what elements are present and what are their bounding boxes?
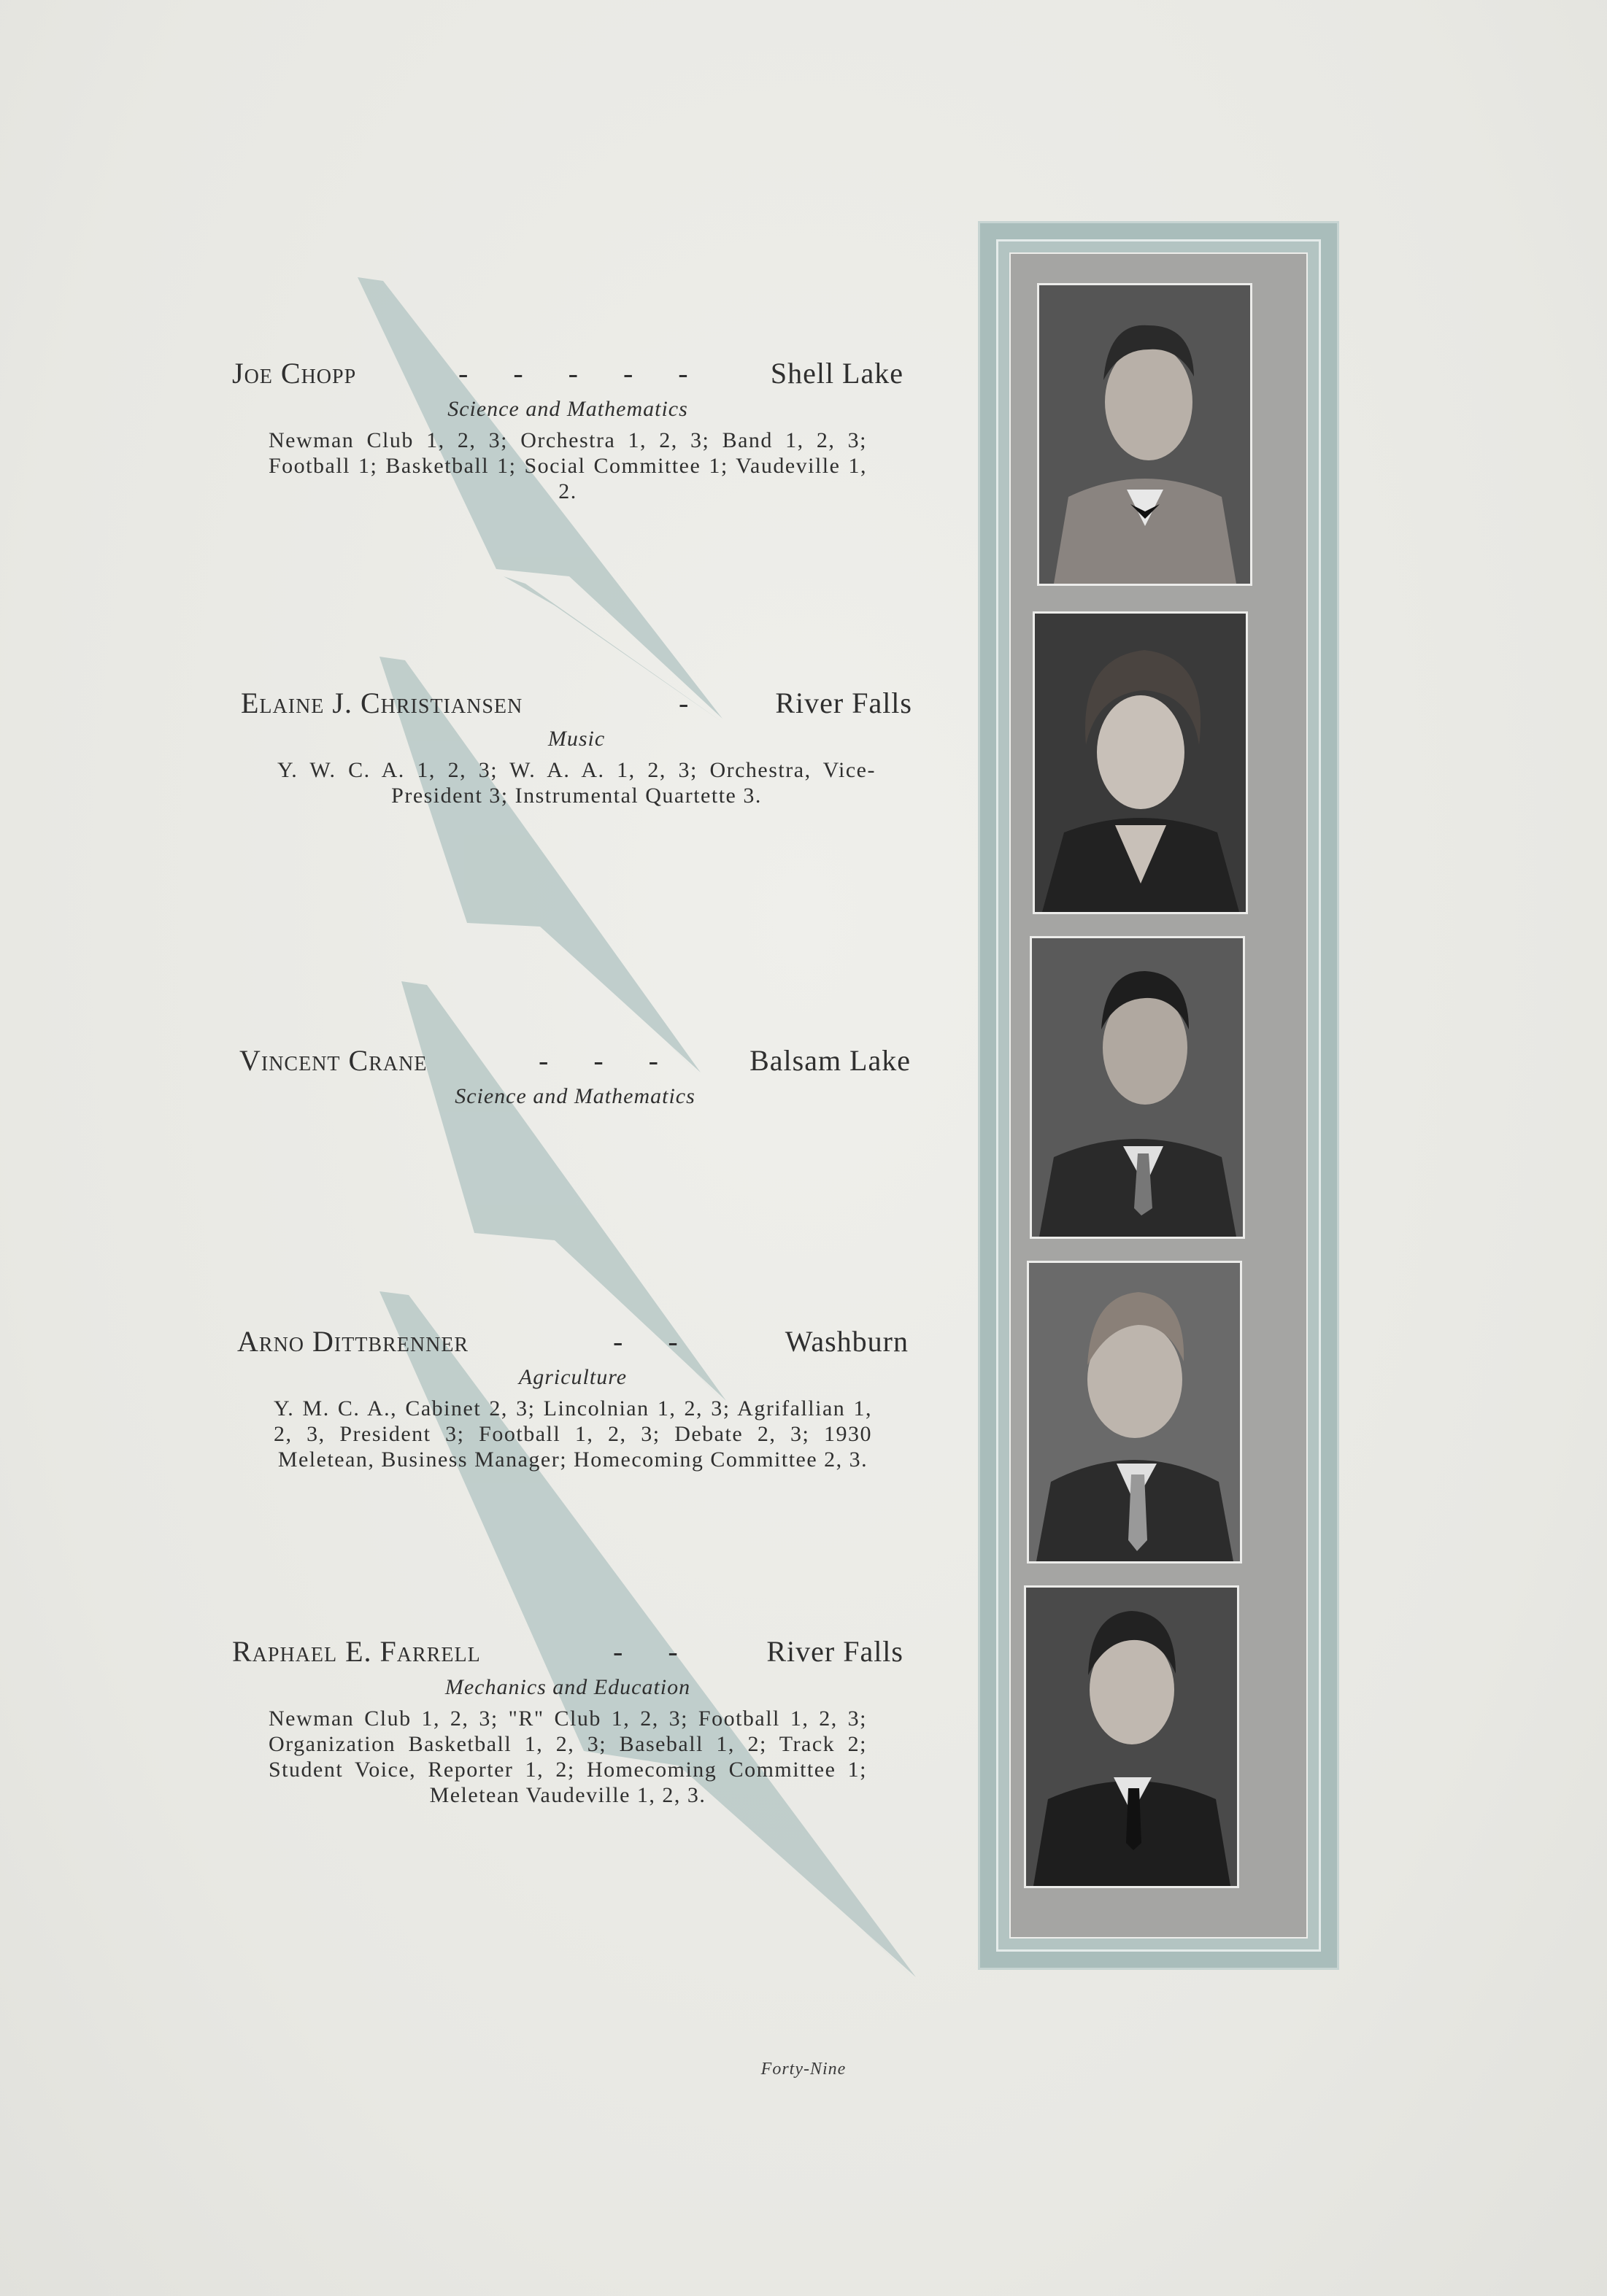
page-number: Forty-Nine: [760, 2060, 847, 2079]
course: Mechanics and Education: [444, 1675, 691, 1699]
portrait-vincent-crane: [1030, 936, 1245, 1239]
entry-elaine-christiansen: [241, 686, 912, 808]
student-name: Raphael E. Farrell: [232, 1635, 481, 1668]
entry-arno-dittbrenner: [237, 1324, 909, 1472]
course: Science and Mathematics: [447, 397, 688, 421]
portrait-elaine-christiansen: [1033, 611, 1248, 914]
activities: Newman Club 1, 2, 3; Orchestra 1, 2, 3; Band 1, 2, 3; Football 1; Basketball 1; Social Committee 1; Vaudeville 1, 2.: [269, 428, 867, 503]
hometown: Balsam Lake: [749, 1044, 911, 1077]
activities: Y. M. C. A., Cabinet 2, 3; Lincolnian 1, 2, 3; Agrifallian 1, 2, 3, President 3; Football 1, 2, 3; Debate 2, 3; 1930 Meletean, Business Manager; Homecoming Committee 2, 3.: [274, 1396, 872, 1472]
dashes: - -: [613, 1325, 679, 1358]
student-name: Elaine J. Christiansen: [241, 687, 523, 719]
activities: Newman Club 1, 2, 3; "R" Club 1, 2, 3; Football 1, 2, 3; Organization Basketball 1, 2, 3; Baseball 1, 2; Track 2; Student Voice, Reporter 1, 2; Homecoming Committee 1; Meletean Vaudeville 1, 2, 3.: [269, 1706, 867, 1807]
dashes: - -: [613, 1635, 679, 1668]
portrait-frame: [978, 221, 1339, 1970]
hometown: Shell Lake: [770, 357, 903, 390]
activities: Y. W. C. A. 1, 2, 3; W. A. A. 1, 2, 3; Orchestra, Vice-President 3; Instrumental Quartette 3.: [277, 758, 876, 808]
entry-vincent-crane: [239, 1043, 911, 1109]
student-name: Arno Dittbrenner: [237, 1325, 469, 1358]
entry-joe-chopp: [232, 356, 903, 504]
portrait-mat: [1009, 252, 1308, 1939]
dashes: - - - - -: [458, 357, 690, 390]
hometown: River Falls: [766, 1635, 903, 1668]
course: Science and Mathematics: [455, 1084, 695, 1108]
hometown: Washburn: [785, 1325, 909, 1358]
portrait-raphael-farrell: [1024, 1585, 1239, 1888]
student-name: Vincent Crane: [239, 1044, 428, 1077]
entry-raphael-farrell: [232, 1634, 903, 1808]
portrait-arno-dittbrenner: [1027, 1261, 1242, 1563]
dashes: - - -: [539, 1044, 660, 1077]
hometown: River Falls: [775, 687, 912, 719]
course: Agriculture: [518, 1365, 628, 1389]
course: Music: [547, 727, 606, 751]
student-name: Joe Chopp: [232, 357, 357, 390]
dashes: -: [679, 687, 690, 719]
portrait-joe-chopp: [1037, 283, 1252, 586]
